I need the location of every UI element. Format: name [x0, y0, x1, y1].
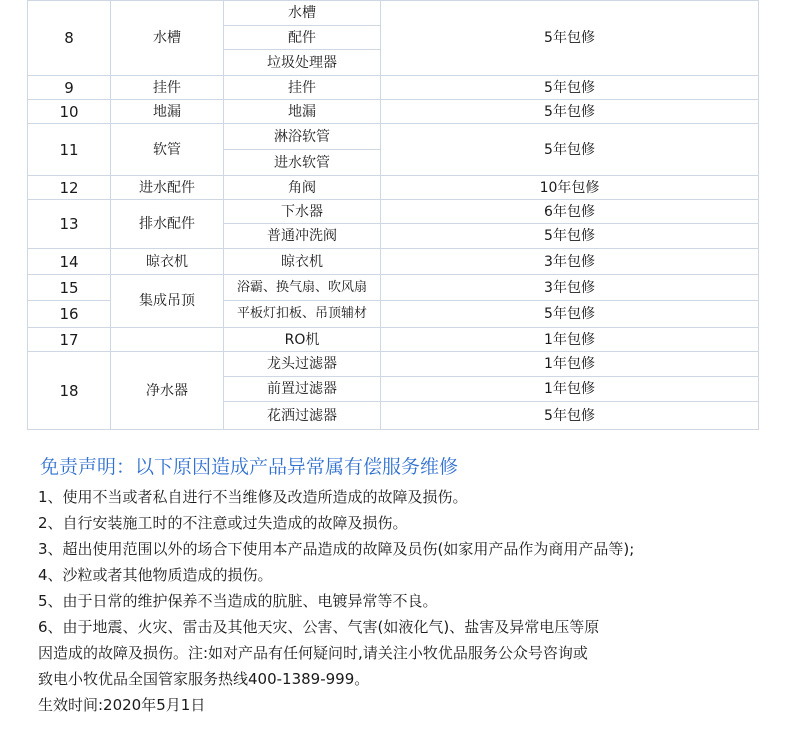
row-number: 14 [28, 249, 111, 275]
warranty-cell: 5年包修 [381, 1, 759, 76]
table-row [28, 100, 759, 124]
warranty-cell: 3年包修 [381, 275, 759, 301]
category-cell [111, 328, 224, 352]
disclaimer-line: 6、由于地震、火灾、雷击及其他天灾、公害、气害(如液化气)、盐害及异常电压等原 [38, 618, 600, 636]
table-row [28, 124, 759, 150]
item-cell: 配件 [224, 26, 381, 50]
item-cell: 垃圾处理器 [224, 50, 381, 76]
category-cell: 进水配件 [111, 176, 224, 200]
disclaimer-line: 2、自行安装施工时的不注意或过失造成的故障及损伤。 [38, 514, 408, 532]
item-cell: 浴霸、换气扇、吹风扇 [224, 275, 381, 301]
category-cell: 软管 [111, 124, 224, 176]
row-number: 16 [28, 301, 111, 328]
item-cell: 进水软管 [224, 150, 381, 176]
category-cell: 晾衣机 [111, 249, 224, 275]
disclaimer-line: 4、沙粒或者其他物质造成的损伤。 [38, 566, 273, 584]
item-cell: 水槽 [224, 1, 381, 26]
category-cell: 地漏 [111, 100, 224, 124]
warranty-cell: 5年包修 [381, 301, 759, 328]
warranty-cell: 1年包修 [381, 352, 759, 377]
table-row [28, 275, 759, 301]
warranty-cell: 5年包修 [381, 76, 759, 100]
item-cell: 平板灯扣板、吊顶辅材 [224, 301, 381, 328]
disclaimer-line: 致电小牧优品全国管家服务热线400-1389-999。 [38, 670, 370, 688]
category-cell: 挂件 [111, 76, 224, 100]
warranty-cell: 5年包修 [381, 402, 759, 430]
row-number: 12 [28, 176, 111, 200]
item-cell: 下水器 [224, 200, 381, 224]
row-number: 15 [28, 275, 111, 301]
warranty-cell: 6年包修 [381, 200, 759, 224]
item-cell: 龙头过滤器 [224, 352, 381, 377]
category-cell: 集成吊顶 [111, 275, 224, 328]
item-cell: 挂件 [224, 76, 381, 100]
row-number: 8 [28, 1, 111, 76]
row-number: 18 [28, 352, 111, 430]
category-cell: 排水配件 [111, 200, 224, 249]
category-cell: 净水器 [111, 352, 224, 430]
disclaimer-line: 5、由于日常的维护保养不当造成的肮脏、电镀异常等不良。 [38, 592, 438, 610]
row-number: 10 [28, 100, 111, 124]
row-number: 13 [28, 200, 111, 249]
effective-date: 生效时间:2020年5月1日 [38, 696, 206, 714]
row-number: 11 [28, 124, 111, 176]
warranty-cell: 3年包修 [381, 249, 759, 275]
warranty-cell: 1年包修 [381, 377, 759, 402]
category-cell: 水槽 [111, 1, 224, 76]
warranty-table [27, 0, 759, 430]
warranty-cell: 5年包修 [381, 100, 759, 124]
item-cell: 前置过滤器 [224, 377, 381, 402]
row-number: 17 [28, 328, 111, 352]
table-row [28, 176, 759, 200]
item-cell: 晾衣机 [224, 249, 381, 275]
item-cell: 地漏 [224, 100, 381, 124]
warranty-cell: 1年包修 [381, 328, 759, 352]
item-cell: 花洒过滤器 [224, 402, 381, 430]
warranty-cell: 5年包修 [381, 224, 759, 249]
item-cell: 普通冲洗阀 [224, 224, 381, 249]
table-row [28, 200, 759, 224]
warranty-cell: 5年包修 [381, 124, 759, 176]
item-cell: RO机 [224, 328, 381, 352]
table-row [28, 76, 759, 100]
table-row [28, 249, 759, 275]
disclaimer-title: 免责声明：以下原因造成产品异常属有偿服务维修 [40, 456, 459, 478]
table-row [28, 352, 759, 377]
item-cell: 角阀 [224, 176, 381, 200]
disclaimer-line: 3、超出使用范围以外的场合下使用本产品造成的故障及员伤(如家用产品作为商用产品等); [38, 540, 635, 558]
table-row [28, 328, 759, 352]
disclaimer-line: 1、使用不当或者私自进行不当维修及改造所造成的故障及损伤。 [38, 488, 468, 506]
warranty-cell: 10年包修 [381, 176, 759, 200]
table-row [28, 1, 759, 26]
row-number: 9 [28, 76, 111, 100]
disclaimer-line: 因造成的故障及损伤。注:如对产品有任何疑问时,请关注小牧优品服务公众号咨询或 [38, 644, 588, 662]
item-cell: 淋浴软管 [224, 124, 381, 150]
